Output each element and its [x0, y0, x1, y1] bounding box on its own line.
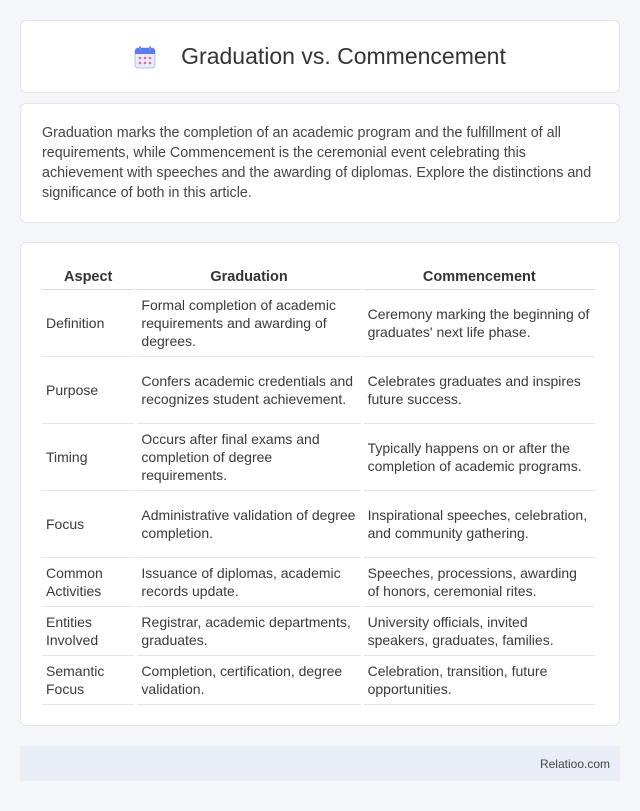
graduation-cell: Issuance of diplomas, academic records update. — [137, 558, 360, 607]
commencement-cell: Celebration, transition, future opportunities. — [364, 656, 595, 705]
column-header-commencement: Commencement — [364, 265, 595, 290]
graduation-cell: Registrar, academic departments, graduates. — [137, 607, 360, 656]
calendar-icon — [134, 45, 156, 69]
commencement-cell: Celebrates graduates and inspires future success. — [364, 357, 595, 424]
graduation-cell: Occurs after final exams and completion of degree requirements. — [137, 424, 360, 491]
graduation-cell: Administrative validation of degree completion. — [137, 491, 360, 558]
table-row — [42, 656, 595, 705]
aspect-cell: Entities Involved — [42, 607, 134, 656]
commencement-cell: Inspirational speeches, celebration, and community gathering. — [364, 491, 595, 558]
table-row — [42, 424, 595, 491]
aspect-cell: Definition — [42, 290, 134, 357]
commencement-cell: Typically happens on or after the completion of academic programs. — [364, 424, 595, 491]
header-card — [20, 20, 620, 93]
page-title: Graduation vs. Commencement — [181, 43, 506, 69]
intro-card — [20, 103, 620, 223]
comparison-table-card — [20, 242, 620, 726]
commencement-cell: Speeches, processions, awarding of honors, ceremonial rites. — [364, 558, 595, 607]
aspect-cell: Common Activities — [42, 558, 134, 607]
table-row — [42, 357, 595, 424]
comparison-table — [39, 265, 598, 705]
commencement-cell: Ceremony marking the beginning of graduates' next life phase. — [364, 290, 595, 357]
table-header-row — [42, 265, 595, 290]
table-row — [42, 607, 595, 656]
column-header-aspect: Aspect — [42, 265, 134, 290]
aspect-cell: Timing — [42, 424, 134, 491]
table-row — [42, 290, 595, 357]
commencement-cell: University officials, invited speakers, graduates, families. — [364, 607, 595, 656]
graduation-cell: Formal completion of academic requirements and awarding of degrees. — [137, 290, 360, 357]
graduation-cell: Completion, certification, degree validation. — [137, 656, 360, 705]
column-header-graduation: Graduation — [137, 265, 360, 290]
aspect-cell: Focus — [42, 491, 134, 558]
footer-brand[interactable]: Relatioo.com — [539, 756, 610, 771]
intro-text: Graduation marks the completion of an academic program and the fulfillment of all requirements, while Commencement is the ceremonial event celebrating this achievement with speeches and the awarding of diplomas. Explore the distinctions and significance of both in this article. — [42, 125, 592, 201]
aspect-cell: Semantic Focus — [42, 656, 134, 705]
footer — [20, 746, 620, 781]
table-row — [42, 558, 595, 607]
table-row — [42, 491, 595, 558]
graduation-cell: Confers academic credentials and recognizes student achievement. — [137, 357, 360, 424]
aspect-cell: Purpose — [42, 357, 134, 424]
